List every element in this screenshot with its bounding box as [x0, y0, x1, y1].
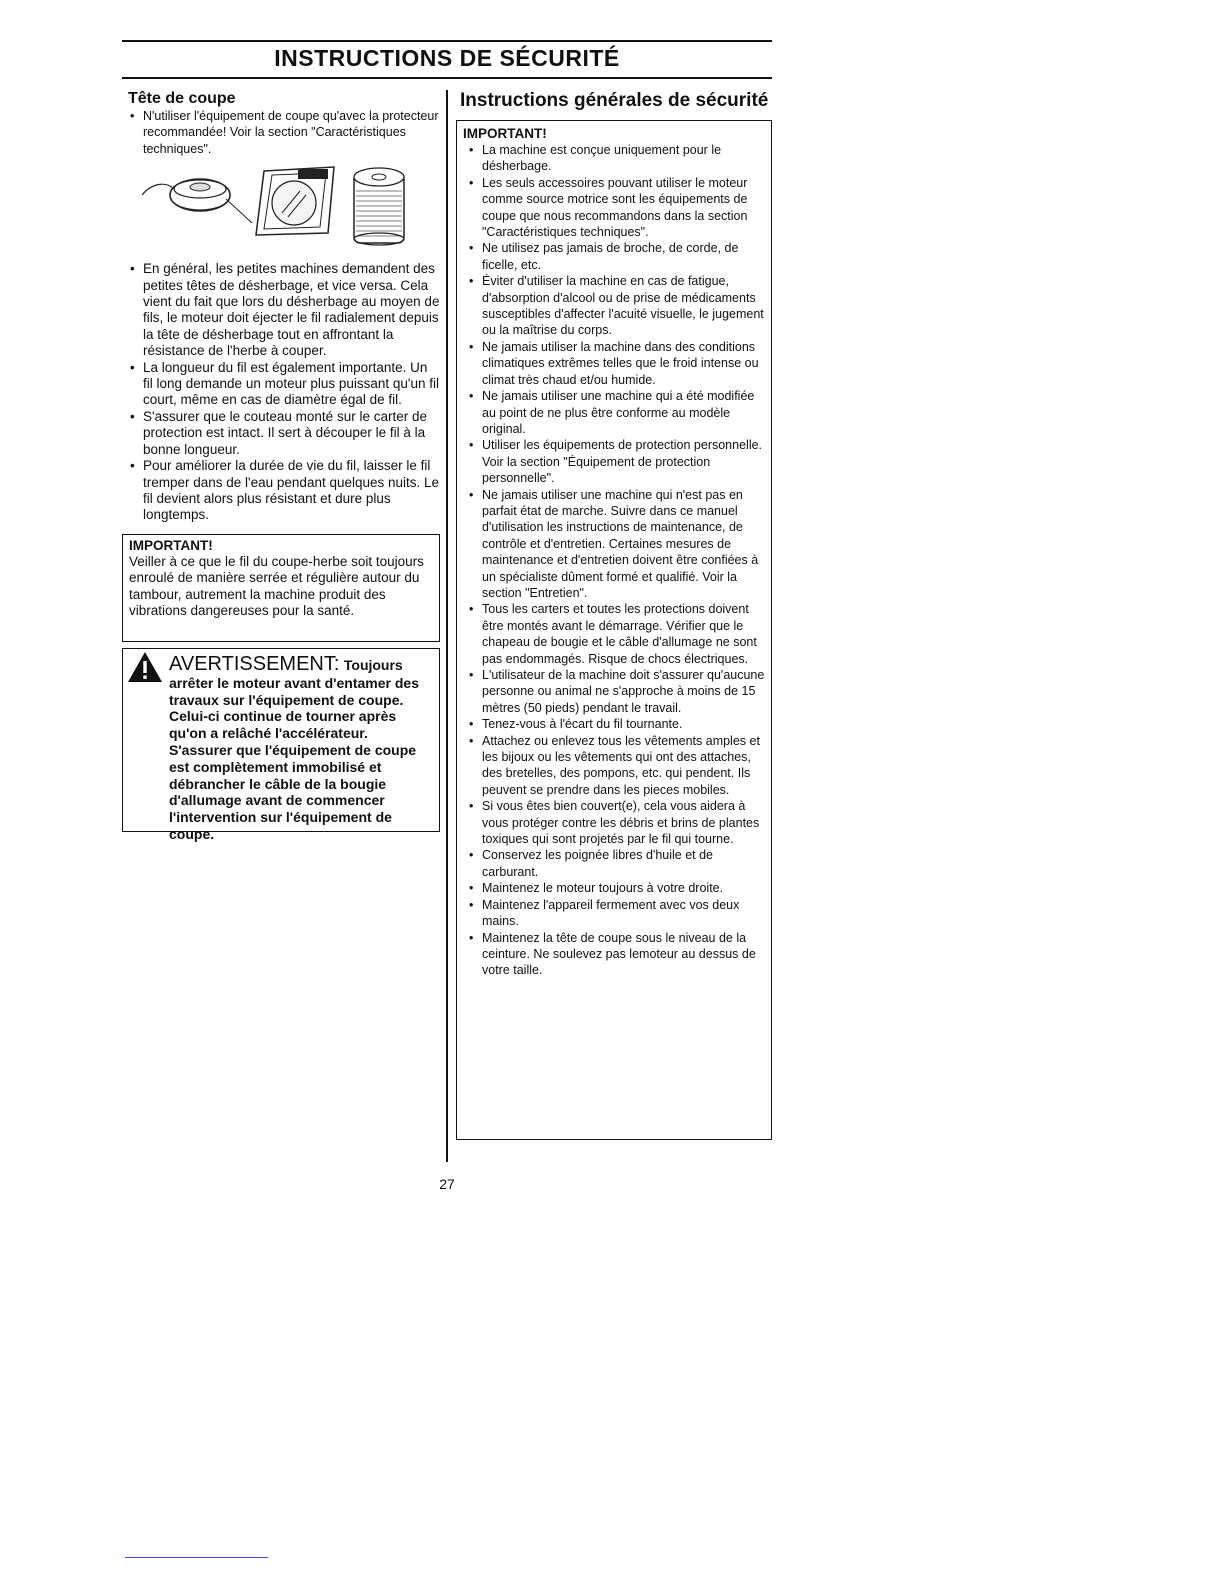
list-item: • La longueur du fil est également importante. Un fil long demande un moteur plus puissant qu'un fil court, même en cas de diamètre égal de fil. — [122, 360, 440, 409]
list-item: • S'assurer que le couteau monté sur le carter de protection est intact. Il sert à découper le fil à la bonne longueur. — [122, 409, 440, 458]
important-text: Veiller à ce que le fil du coupe-herbe soit toujours enroulé de manière serrée et régulière autour du tambour, autrement la machine produit des vibrations dangereuses pour la santé. — [129, 553, 424, 618]
bottom-link-underline[interactable] — [125, 1557, 268, 1558]
list-item: • Si vous êtes bien couvert(e), cela vous aidera à vous protéger contre les débris et brins de plantes toxiques qui sont projetés par le fil qui tourne. — [461, 798, 767, 847]
general-safety-box — [456, 120, 772, 1140]
section-heading-general-safety: Instructions générales de sécurité — [460, 90, 769, 111]
header-bottom-rule — [122, 77, 772, 79]
list-item: • Utiliser les équipements de protection personnelle. Voir la section "Équipement de protection personnelle". — [461, 437, 767, 486]
list-item: • Éviter d'utiliser la machine en cas de fatigue, d'absorption d'alcool ou de prise de médicaments susceptibles d'affecter l'acuité visuelle, le jugement ou la maîtrise du corps. — [461, 273, 767, 339]
list-item: • Ne utilisez pas jamais de broche, de corde, de ficelle, etc. — [461, 240, 767, 273]
right-column — [456, 90, 772, 1140]
column-divider — [446, 90, 448, 1162]
important-notice-box — [122, 534, 440, 642]
list-item: • Attachez ou enlevez tous les vêtements amples et les bijoux ou les vêtements qui ont des attaches, des bretelles, des pompons, etc. qui pendent. Ils peuvent se prendre dans les pieces mobiles. — [461, 733, 767, 799]
page-title: INSTRUCTIONS DE SÉCURITÉ — [274, 45, 620, 71]
trimmer-equipment-illustration — [122, 163, 440, 253]
list-item: • Maintenez l'appareil fermement avec vos deux mains. — [461, 897, 767, 930]
warning-lead: Toujours — [343, 656, 403, 673]
cutting-head-tips-list — [122, 261, 440, 524]
warning-triangle-icon — [127, 651, 163, 683]
list-item: • L'utilisateur de la machine doit s'assurer qu'aucune personne ou animal ne s'approche à moins de 15 mètres (50 pieds) pendant le travail. — [461, 667, 767, 716]
list-item: • Les seuls accessoires pouvant utiliser le moteur comme source motrice sont les équipements de coupe que nous recommandons dans la section "Caractéristiques techniques". — [461, 175, 767, 241]
important-label: IMPORTANT! — [463, 126, 547, 141]
list-item: • Ne jamais utiliser une machine qui n'est pas en parfait état de marche. Suivre dans ce manuel d'utilisation les instructions de maintenance, de contrôle et d'entretien. Certaines mesures de maintenance et d'entretien doivent être confiées à un spécialiste dûment formé et qualifié. Voir la section "Entretien". — [461, 487, 767, 602]
list-item: • Ne jamais utiliser la machine dans des conditions climatiques extrêmes telles que le froid intense ou climat très chaud et/ou humide. — [461, 339, 767, 388]
warning-text: arrêter le moteur avant d'entamer des travaux sur l'équipement de coupe. Celui-ci continue de tourner après qu'on a relâché l'accélérateur. S'assurer que l'équipement de coupe est complètement immobilisé et débrancher le câble de la bougie d'allumage avant de commencer l'intervention sur l'équipement de coupe. — [169, 674, 419, 842]
list-item: • La machine est conçue uniquement pour le désherbage. — [461, 142, 767, 175]
page-number: 27 — [439, 1176, 455, 1192]
list-item: • Ne jamais utiliser une machine qui a été modifiée au point de ne plus être conforme au modèle original. — [461, 388, 767, 437]
list-item: • Maintenez la tête de coupe sous le niveau de la ceinture. Ne soulevez pas lemoteur au dessus de votre taille. — [461, 930, 767, 979]
list-item: • Tenez-vous à l'écart du fil tournante. — [461, 716, 767, 732]
cutting-head-intro-list — [122, 108, 440, 157]
list-item: • En général, les petites machines demandent des petites têtes de désherbage, et vice versa. Cela vient du fait que lors du désherbage au moyen de fils, le moteur doit éjecter le fil radialement depuis la tête de désherbage tout en affrontant la résistance de l'herbe à couper. — [122, 261, 440, 359]
list-item: • N'utiliser l'équipement de coupe qu'avec la protecteur recommandée! Voir la section "Caractéristiques techniques". — [122, 108, 440, 157]
left-column — [122, 90, 440, 842]
general-safety-list — [461, 142, 767, 979]
warning-heading: AVERTISSEMENT: — [169, 652, 340, 675]
list-item: • Tous les carters et toutes les protections doivent être montés avant le démarrage. Vérifier que le chapeau de bougie et le câble d'allumage ne sont pas endommagés. Risque de chocs électriques. — [461, 601, 767, 667]
list-item: • Conservez les poignée libres d'huile et de carburant. — [461, 847, 767, 880]
section-heading-cutting-head: Tête de coupe — [128, 90, 236, 107]
list-item: • Pour améliorer la durée de vie du fil, laisser le fil tremper dans de l'eau pendant quelques nuits. Le fil devient alors plus résistant et dure plus longtemps. — [122, 458, 440, 524]
important-label: IMPORTANT! — [129, 537, 213, 553]
header-top-rule — [122, 40, 772, 42]
warning-box — [122, 648, 440, 842]
list-item: • Maintenez le moteur toujours à votre droite. — [461, 880, 767, 896]
trimmer-head-and-line-spool-icon — [122, 163, 440, 253]
